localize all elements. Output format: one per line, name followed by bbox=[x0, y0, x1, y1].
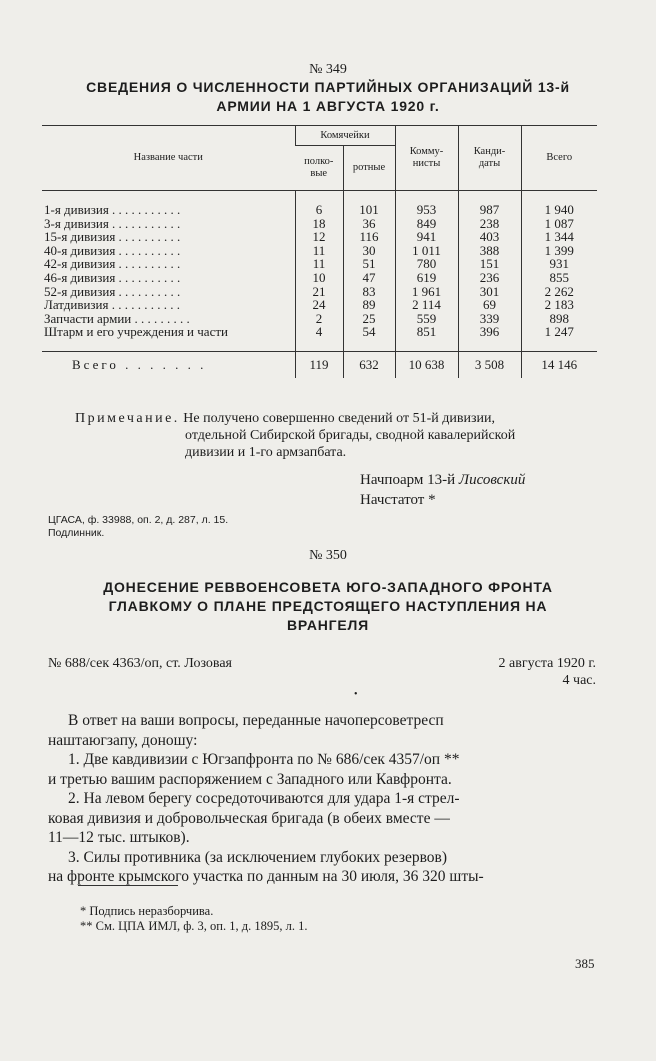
regimental-cells: 18 bbox=[295, 217, 343, 231]
company-cells: 89 bbox=[343, 298, 395, 312]
communists: 780 bbox=[395, 257, 458, 271]
table-row bbox=[42, 217, 597, 231]
table-total-row bbox=[42, 351, 597, 378]
company-cells: 83 bbox=[343, 285, 395, 299]
table-row bbox=[42, 271, 597, 285]
unit-name: 3-я дивизия . . . . . . . . . . . bbox=[44, 215, 181, 231]
communists: 953 bbox=[395, 203, 458, 217]
document-title-line: ГЛАВКОМУ О ПЛАНЕ ПРЕДСТОЯЩЕГО НАСТУПЛЕНИЯ НА bbox=[108, 598, 548, 614]
candidates: 69 bbox=[458, 298, 521, 312]
unit-name: 15-я дивизия . . . . . . . . . . bbox=[44, 229, 181, 245]
unit-name: Штарм и его учреждения и части bbox=[44, 324, 228, 340]
unit-name: 52-я дивизия . . . . . . . . . . bbox=[44, 283, 181, 299]
communists: 1 961 bbox=[395, 285, 458, 299]
regimental-cells: 6 bbox=[295, 203, 343, 217]
paragraph: 3. Силы противника (за исключением глубоких резервов) на фронте крымского участка по данным на 30 июля, 36 320 шты- bbox=[48, 848, 484, 885]
note-text: дивизии и 1-го армзапбата. bbox=[185, 445, 347, 460]
total-communists: 10 638 bbox=[395, 351, 458, 378]
regimental-cells: 4 bbox=[295, 325, 343, 339]
regimental-cells: 10 bbox=[295, 271, 343, 285]
total: 898 bbox=[521, 312, 597, 326]
communists: 1 011 bbox=[395, 244, 458, 258]
total: 931 bbox=[521, 257, 597, 271]
table-row bbox=[42, 244, 597, 258]
header-unit: Название части bbox=[42, 126, 295, 191]
paragraph: В ответ на ваши вопросы, переданные начоперсоветресп наштаюгзапу, доношу: bbox=[48, 712, 444, 749]
footnotes bbox=[80, 904, 307, 934]
table-row bbox=[42, 257, 597, 271]
table-row bbox=[42, 325, 597, 339]
unit-name: 46-я дивизия . . . . . . . . . . bbox=[44, 269, 181, 285]
candidates: 151 bbox=[458, 257, 521, 271]
unit-name: Запчасти армии . . . . . . . . . bbox=[44, 310, 190, 326]
date-text: 2 августа 1920 г. bbox=[498, 656, 596, 671]
table-note bbox=[75, 410, 600, 461]
total-total: 14 146 bbox=[521, 351, 597, 378]
candidates: 987 bbox=[458, 203, 521, 217]
company-cells: 116 bbox=[343, 230, 395, 244]
communists: 851 bbox=[395, 325, 458, 339]
note-text: Не получено совершенно сведений от 51-й дивизии, bbox=[179, 411, 495, 426]
document-reference: № 688/сек 4363/оп, ст. Лозовая bbox=[48, 656, 232, 671]
source-status: Подлинник. bbox=[48, 527, 105, 539]
time-text: 4 час. bbox=[562, 673, 596, 688]
paragraph: 2. На левом берегу сосредоточиваются для удара 1-я стрел- ковая дивизия и добровольческая бригада (в обеих вместе — 11—12 тыс. штыков). bbox=[48, 790, 460, 846]
document-title-line: ВРАНГЕЛЯ bbox=[287, 617, 369, 633]
header-cells-group: Комячейки bbox=[295, 126, 395, 146]
table-row bbox=[42, 230, 597, 244]
total: 1 940 bbox=[521, 203, 597, 217]
total-unit-name: Всего . . . . . . . bbox=[42, 351, 295, 378]
page-number: 385 bbox=[575, 956, 595, 971]
signature-title-2: Начстатот * bbox=[360, 492, 436, 508]
communists: 619 bbox=[395, 271, 458, 285]
regimental-cells: 24 bbox=[295, 298, 343, 312]
company-cells: 101 bbox=[343, 203, 395, 217]
company-cells: 25 bbox=[343, 312, 395, 326]
total: 1 087 bbox=[521, 217, 597, 231]
regimental-cells: 11 bbox=[295, 257, 343, 271]
company-cells: 36 bbox=[343, 217, 395, 231]
candidates: 238 bbox=[458, 217, 521, 231]
candidates: 403 bbox=[458, 230, 521, 244]
footnote: * Подпись неразборчива. bbox=[80, 904, 214, 918]
unit-name: 42-я дивизия . . . . . . . . . . bbox=[44, 256, 181, 272]
total: 1 247 bbox=[521, 325, 597, 339]
report-body bbox=[48, 711, 598, 887]
regimental-cells: 21 bbox=[295, 285, 343, 299]
separator-dot: • bbox=[354, 689, 358, 700]
unit-name: Латдивизия . . . . . . . . . . . bbox=[44, 297, 180, 313]
header-candidates: Канди- даты bbox=[458, 126, 521, 191]
unit-name: 40-я дивизия . . . . . . . . . . bbox=[44, 242, 181, 258]
regimental-cells: 2 bbox=[295, 312, 343, 326]
total: 2 183 bbox=[521, 298, 597, 312]
candidates: 339 bbox=[458, 312, 521, 326]
communists: 941 bbox=[395, 230, 458, 244]
signature-title: Начпоарм 13-й bbox=[360, 472, 459, 488]
note-text: отдельной Сибирской бригады, сводной кавалерийской bbox=[185, 428, 516, 443]
document-title-line: СВЕДЕНИЯ О ЧИСЛЕННОСТИ ПАРТИЙНЫХ ОРГАНИЗАЦИЙ 13-й bbox=[86, 79, 570, 95]
signature-name: Лисовский bbox=[458, 472, 526, 488]
company-cells: 54 bbox=[343, 325, 395, 339]
total: 2 262 bbox=[521, 285, 597, 299]
document-number-350: № 350 bbox=[309, 548, 347, 563]
total-regimental-cells: 119 bbox=[295, 351, 343, 378]
regimental-cells: 11 bbox=[295, 244, 343, 258]
document-title-349 bbox=[30, 78, 626, 116]
document-title-line: АРМИИ НА 1 АВГУСТА 1920 г. bbox=[216, 98, 440, 114]
party-membership-table bbox=[42, 125, 597, 378]
candidates: 301 bbox=[458, 285, 521, 299]
footnote-rule bbox=[78, 885, 178, 886]
header-total: Всего bbox=[521, 126, 597, 191]
total: 1 399 bbox=[521, 244, 597, 258]
source-citation: ЦГАСА, ф. 33988, оп. 2, д. 287, л. 15. bbox=[48, 514, 229, 526]
regimental-cells: 12 bbox=[295, 230, 343, 244]
header-company: ротные bbox=[343, 146, 395, 191]
table-row bbox=[42, 285, 597, 299]
note-label: Примечание. bbox=[75, 411, 180, 426]
total: 855 bbox=[521, 271, 597, 285]
document-title-line: ДОНЕСЕНИЕ РЕВВОЕНСОВЕТА ЮГО-ЗАПАДНОГО ФРОНТА bbox=[103, 579, 553, 595]
total: 1 344 bbox=[521, 230, 597, 244]
header-communists: Комму- нисты bbox=[395, 126, 458, 191]
company-cells: 47 bbox=[343, 271, 395, 285]
communists: 2 114 bbox=[395, 298, 458, 312]
document-date bbox=[499, 655, 596, 689]
communists: 559 bbox=[395, 312, 458, 326]
communists: 849 bbox=[395, 217, 458, 231]
candidates: 388 bbox=[458, 244, 521, 258]
total-company-cells: 632 bbox=[343, 351, 395, 378]
document-number-349: № 349 bbox=[309, 62, 347, 77]
archive-source bbox=[48, 514, 228, 540]
company-cells: 51 bbox=[343, 257, 395, 271]
footnote: ** См. ЦПА ИМЛ, ф. 3, оп. 1, д. 1895, л. 1. bbox=[80, 919, 308, 933]
unit-name: 1-я дивизия . . . . . . . . . . . bbox=[44, 202, 181, 217]
company-cells: 30 bbox=[343, 244, 395, 258]
paragraph: 1. Две кавдивизии с Югзапфронта по № 686/сек 4357/оп ** и третью вашим распоряжением с Западного или Кавфронта. bbox=[48, 751, 460, 788]
document-title-350 bbox=[30, 578, 626, 635]
candidates: 396 bbox=[458, 325, 521, 339]
table-row bbox=[42, 312, 597, 326]
total-candidates: 3 508 bbox=[458, 351, 521, 378]
candidates: 236 bbox=[458, 271, 521, 285]
signature-block bbox=[360, 470, 525, 510]
table-row bbox=[42, 298, 597, 312]
table-row bbox=[42, 203, 597, 217]
header-regimental: полко- вые bbox=[295, 146, 343, 191]
